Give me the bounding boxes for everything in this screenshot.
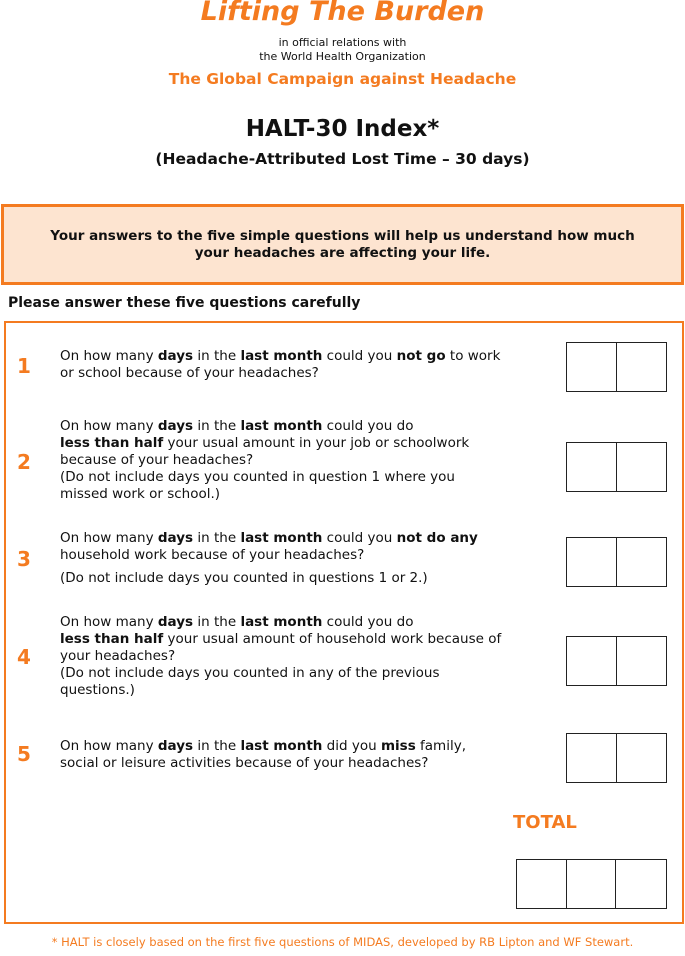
footnote: * HALT is closely based on the first five questions of MIDAS, developed by RB Lipton and WF Stewart.	[51, 935, 634, 949]
question-3-text: On how many days in the last month could you not do any household work because of your headaches? (Do not include days you counted in questions 1 or 2.)	[60, 530, 478, 586]
question-1-text: On how many days in the last month could you not go to work or school because of your headaches?	[60, 348, 501, 381]
question-5-answer[interactable]	[566, 733, 667, 783]
intro-box	[1, 204, 684, 285]
total-digit-cell[interactable]	[517, 860, 567, 908]
total-answer[interactable]	[516, 859, 667, 909]
question-1-answer[interactable]	[566, 342, 667, 392]
question-5-number: 5	[17, 742, 31, 766]
instructions: Please answer these five questions carefully	[8, 295, 361, 311]
question-1-number: 1	[17, 354, 31, 378]
question-4-number: 4	[17, 645, 31, 669]
question-3-answer[interactable]	[566, 537, 667, 587]
answer-digit-cell[interactable]	[567, 637, 617, 685]
answer-digit-cell[interactable]	[567, 443, 617, 491]
total-digit-cell[interactable]	[567, 860, 617, 908]
answer-digit-cell[interactable]	[617, 538, 667, 586]
total-digit-cell[interactable]	[616, 860, 666, 908]
total-label: TOTAL	[513, 812, 577, 833]
question-2-number: 2	[17, 450, 31, 474]
intro-line-2: your headaches are affecting your life.	[194, 244, 491, 261]
campaign-title: The Global Campaign against Headache	[168, 70, 517, 88]
answer-digit-cell[interactable]	[567, 734, 617, 782]
question-4-answer[interactable]	[566, 636, 667, 686]
who-relations-line-2: the World Health Organization	[259, 50, 426, 63]
answer-digit-cell[interactable]	[567, 343, 617, 391]
answer-digit-cell[interactable]	[617, 343, 667, 391]
intro-line-1: Your answers to the five simple questions will help us understand how much	[50, 227, 635, 244]
question-3-number: 3	[17, 547, 31, 571]
answer-digit-cell[interactable]	[617, 734, 667, 782]
question-5-text: On how many days in the last month did you miss family, social or leisure activities because of your headaches?	[60, 738, 466, 771]
answer-digit-cell[interactable]	[567, 538, 617, 586]
page-title: HALT-30 Index*	[245, 116, 440, 142]
page-subtitle: (Headache-Attributed Lost Time – 30 days)	[155, 150, 530, 168]
who-relations-line-1: in official relations with	[278, 36, 407, 49]
answer-digit-cell[interactable]	[617, 637, 667, 685]
answer-digit-cell[interactable]	[617, 443, 667, 491]
org-title: Lifting The Burden	[200, 0, 485, 27]
question-2-text: On how many days in the last month could you do less than half your usual amount in your job or schoolwork because of your headaches? (Do not include days you counted in question 1 where you missed work or school.)	[60, 418, 470, 502]
question-4-text: On how many days in the last month could you do less than half your usual amount of household work because of your headaches? (Do not include days you counted in any of the previous questions.)	[60, 614, 502, 698]
question-2-answer[interactable]	[566, 442, 667, 492]
